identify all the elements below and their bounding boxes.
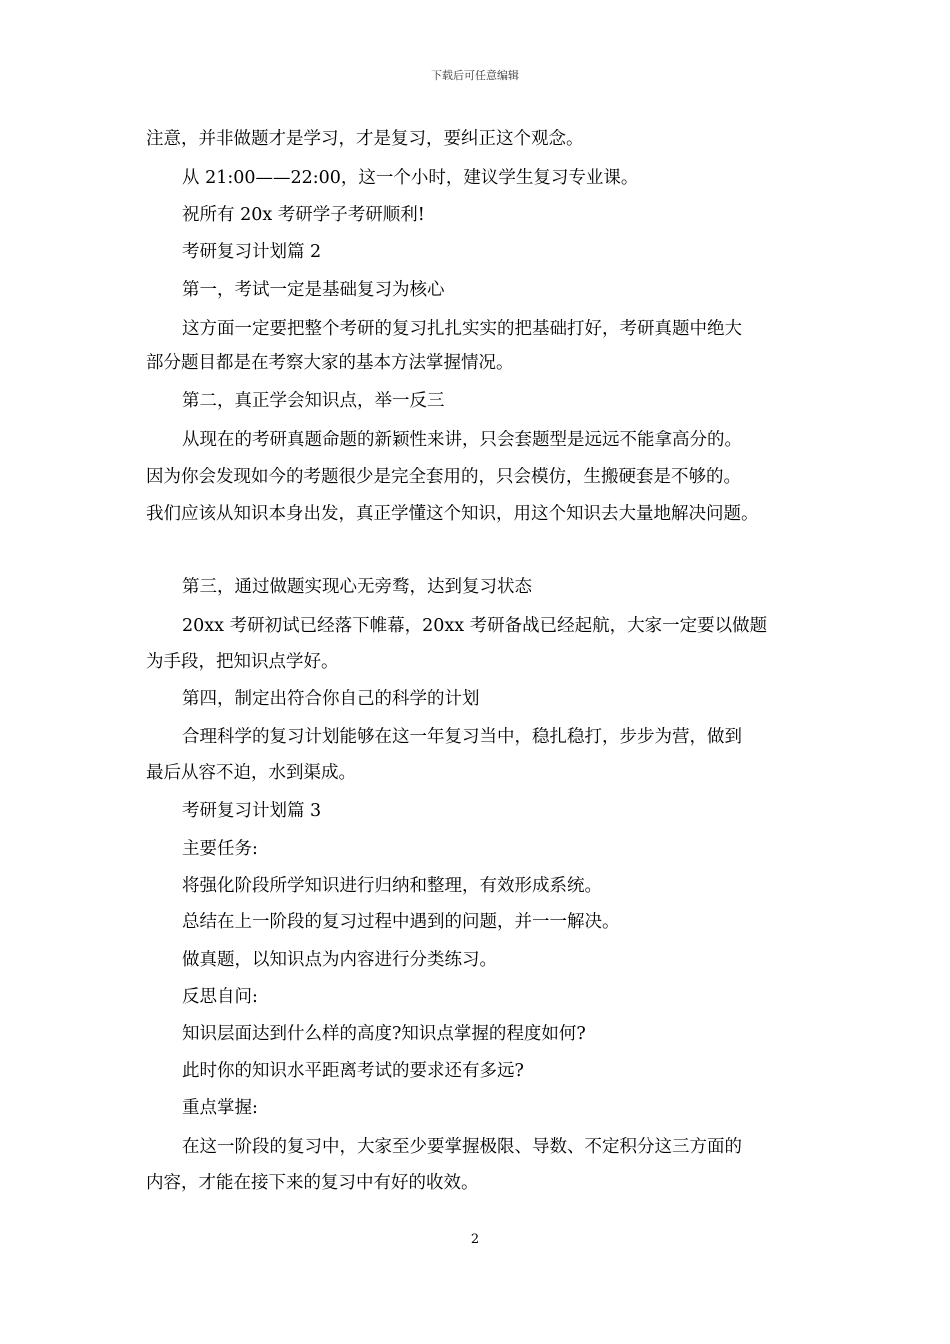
paragraph-line: 第四，制定出符合你自己的科学的计划 <box>182 689 480 709</box>
paragraph-line: 反思自问: <box>182 987 258 1007</box>
paragraph-line: 最后从容不迫，水到渠成。 <box>146 763 356 783</box>
paragraph-line: 知识层面达到什么样的高度?知识点掌握的程度如何? <box>182 1024 586 1044</box>
paragraph-line: 部分题目都是在考察大家的基本方法掌握情况。 <box>146 353 514 373</box>
paragraph-line: 内容，才能在接下来的复习中有好的收效。 <box>146 1173 479 1193</box>
paragraph-line: 这方面一定要把整个考研的复习扎扎实实的把基础打好，考研真题中绝大 <box>182 319 742 339</box>
paragraph-line: 我们应该从知识本身出发，真正学懂这个知识，用这个知识去大量地解决问题。 <box>146 504 759 524</box>
page-header: 下载后可任意编辑 <box>431 69 519 82</box>
section-heading: 考研复习计划篇 2 <box>182 242 322 262</box>
page-number: 2 <box>470 1232 480 1247</box>
paragraph-line: 主要任务: <box>182 839 258 859</box>
paragraph-line: 合理科学的复习计划能够在这一年复习当中，稳扎稳打，步步为营，做到 <box>182 727 742 747</box>
paragraph-line: 总结在上一阶段的复习过程中遇到的问题，并一一解决。 <box>182 912 620 932</box>
section-heading: 考研复习计划篇 3 <box>182 801 322 821</box>
paragraph-line: 重点掌握: <box>182 1098 258 1118</box>
paragraph-line: 为手段，把知识点学好。 <box>146 652 339 672</box>
paragraph-line: 第三，通过做题实现心无旁骛，达到复习状态 <box>182 577 532 597</box>
paragraph-line: 第二，真正学会知识点，举一反三 <box>182 391 445 411</box>
paragraph-line: 在这一阶段的复习中，大家至少要掌握极限、导数、不定积分这三方面的 <box>182 1137 742 1157</box>
paragraph-line: 将强化阶段所学知识进行归纳和整理，有效形成系统。 <box>182 876 602 896</box>
paragraph-line: 20xx 考研初试已经落下帷幕，20xx 考研备战已经起航，大家一定要以做题 <box>182 616 768 636</box>
paragraph-line: 此时你的知识水平距离考试的要求还有多远? <box>182 1061 524 1081</box>
paragraph-line: 注意，并非做题才是学习，才是复习，要纠正这个观念。 <box>146 129 584 149</box>
paragraph-line: 做真题，以知识点为内容进行分类练习。 <box>182 950 497 970</box>
paragraph-line: 从现在的考研真题命题的新颖性来讲，只会套题型是远远不能拿高分的。 <box>182 430 742 450</box>
paragraph-line: 第一，考试一定是基础复习为核心 <box>182 280 445 300</box>
paragraph-line: 因为你会发现如今的考题很少是完全套用的，只会模仿，生搬硬套是不够的。 <box>146 467 741 487</box>
paragraph-line: 祝所有 20x 考研学子考研顺利! <box>182 205 425 225</box>
paragraph-line: 从 21:00——22:00，这一个小时，建议学生复习专业课。 <box>182 168 639 188</box>
